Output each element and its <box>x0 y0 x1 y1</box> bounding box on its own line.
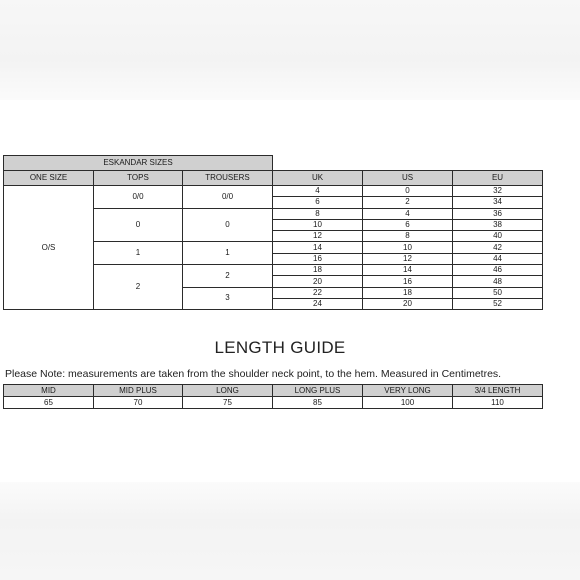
uk-cell: 10 <box>273 219 363 230</box>
eu-cell: 40 <box>453 231 543 242</box>
us-cell: 12 <box>363 253 453 264</box>
tops-cell: 0 <box>94 208 183 242</box>
eu-cell: 36 <box>453 208 543 219</box>
length-value-cell: 100 <box>363 397 453 409</box>
col-header-mid: MID <box>4 385 94 397</box>
measurement-note: Please Note: measurements are taken from the shoulder neck point, to the hem. Measured in Centimetres. <box>5 368 502 380</box>
bottom-background-band <box>0 482 580 580</box>
us-cell: 20 <box>363 298 453 309</box>
header-spacer <box>273 156 543 171</box>
uk-cell: 24 <box>273 298 363 309</box>
eu-cell: 44 <box>453 253 543 264</box>
col-header-long: LONG <box>183 385 273 397</box>
one-size-cell: O/S <box>4 186 94 310</box>
col-header-eu: EU <box>453 171 543 186</box>
uk-cell: 14 <box>273 242 363 253</box>
length-value-cell: 85 <box>273 397 363 409</box>
uk-cell: 20 <box>273 276 363 287</box>
table-row <box>4 186 543 197</box>
table-row <box>4 397 543 409</box>
length-value-cell: 110 <box>453 397 543 409</box>
tops-cell: 2 <box>94 265 183 310</box>
us-cell: 16 <box>363 276 453 287</box>
uk-cell: 4 <box>273 186 363 197</box>
us-cell: 18 <box>363 287 453 298</box>
col-header-tops: TOPS <box>94 171 183 186</box>
eu-cell: 38 <box>453 219 543 230</box>
uk-cell: 22 <box>273 287 363 298</box>
eu-cell: 50 <box>453 287 543 298</box>
eu-cell: 48 <box>453 276 543 287</box>
size-chart-table <box>3 155 543 310</box>
eu-cell: 34 <box>453 197 543 208</box>
length-value-cell: 75 <box>183 397 273 409</box>
length-value-cell: 65 <box>4 397 94 409</box>
trousers-cell: 3 <box>183 287 273 310</box>
uk-cell: 12 <box>273 231 363 242</box>
eu-cell: 42 <box>453 242 543 253</box>
length-guide-title: LENGTH GUIDE <box>214 338 346 357</box>
trousers-cell: 1 <box>183 242 273 265</box>
length-guide-table <box>3 384 543 409</box>
eu-cell: 46 <box>453 265 543 276</box>
us-cell: 2 <box>363 197 453 208</box>
col-header-long-plus: LONG PLUS <box>273 385 363 397</box>
top-background-band <box>0 0 580 100</box>
eu-cell: 32 <box>453 186 543 197</box>
col-header-us: US <box>363 171 453 186</box>
trousers-cell: 0/0 <box>183 186 273 209</box>
col-header-one-size: ONE SIZE <box>4 171 94 186</box>
tops-cell: 1 <box>94 242 183 265</box>
us-cell: 8 <box>363 231 453 242</box>
eskandar-sizes-header: ESKANDAR SIZES <box>4 156 273 171</box>
col-header-three-quarter-length: 3/4 LENGTH <box>453 385 543 397</box>
us-cell: 6 <box>363 219 453 230</box>
uk-cell: 18 <box>273 265 363 276</box>
us-cell: 14 <box>363 265 453 276</box>
us-cell: 10 <box>363 242 453 253</box>
us-cell: 4 <box>363 208 453 219</box>
col-header-uk: UK <box>273 171 363 186</box>
trousers-cell: 2 <box>183 265 273 288</box>
trousers-cell: 0 <box>183 208 273 242</box>
us-cell: 0 <box>363 186 453 197</box>
col-header-trousers: TROUSERS <box>183 171 273 186</box>
uk-cell: 8 <box>273 208 363 219</box>
eu-cell: 52 <box>453 298 543 309</box>
tops-cell: 0/0 <box>94 186 183 209</box>
length-value-cell: 70 <box>94 397 183 409</box>
uk-cell: 6 <box>273 197 363 208</box>
uk-cell: 16 <box>273 253 363 264</box>
col-header-mid-plus: MID PLUS <box>94 385 183 397</box>
col-header-very-long: VERY LONG <box>363 385 453 397</box>
